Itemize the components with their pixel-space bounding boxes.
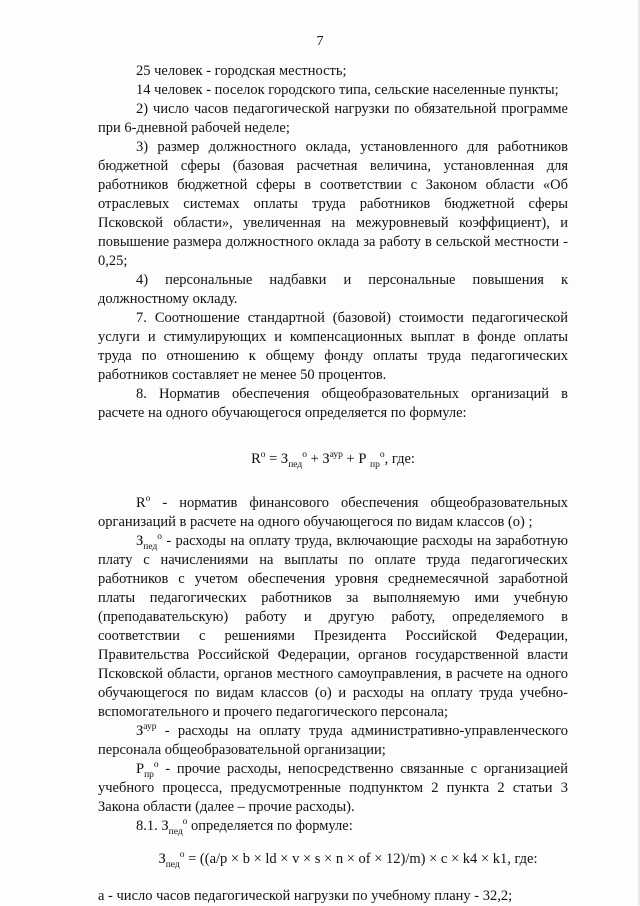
formula-zped bbox=[128, 850, 568, 869]
def-zped-sup: o bbox=[157, 532, 163, 543]
formula-ppr-sub: пр bbox=[370, 459, 380, 470]
p81-sup: o bbox=[182, 817, 188, 828]
def-zaup-symbol: З bbox=[136, 723, 144, 739]
formula-r: R bbox=[251, 451, 261, 467]
formula2-z: З bbox=[158, 851, 166, 867]
def-zaup-sup: аур bbox=[143, 722, 157, 733]
def-zped-sub: пед bbox=[143, 541, 158, 552]
paragraph-item-3: 3) размер должностного оклада, установленного для работников бюджетной сферы (базовая расчетная величина, установленная для работников бюджетной сферы в соответствии с Законом области «Об отраслевых системах оплаты труда работников бюджетной сферы Псковской области», увеличенная на межуровневый коэффициент), и повышение размера должностного оклада за работу в сельской местности - 0,25; bbox=[98, 139, 568, 269]
page-body bbox=[98, 62, 568, 906]
def-r-text: - норматив финансового обеспечения общеобразовательных организаций в расчете на одного обучающегося по видам классов (о) ; bbox=[98, 495, 568, 530]
formula2-body: = ((a/p × b × ld × v × s × n × of × 12)/m) × c × k4 × k1, где: bbox=[184, 851, 538, 867]
formula-zped-sup: o bbox=[302, 450, 307, 461]
formula-norm bbox=[98, 450, 568, 469]
def-zped-text: - расходы на оплату труда, включающие расходы на заработную плату с начислениями на выплаты по оплате труда педагогических работников с учетом обеспечения уровня среднемесячной заработной платы педагогических работников за выполняемую ими учебную (преподавательскую) работу и другую работу, определяемого в соответствии с решениями Президента Российской Федерации, Правительства Российской Федерации, органов государственной власти Псковской области, органов местного самоуправления, в расчете на одного обучающегося по видам классов (о) и расходы на оплату труда учебно-вспомогательного и прочего педагогического персонала; bbox=[98, 533, 568, 720]
definition-r bbox=[98, 494, 568, 532]
formula-plus1: + З bbox=[306, 451, 330, 467]
p81-sub: пед bbox=[168, 826, 183, 837]
definition-zped bbox=[98, 532, 568, 722]
def-zped-symbol: З bbox=[136, 533, 144, 549]
paragraph-8-1 bbox=[98, 817, 568, 836]
formula-plus2: + Р bbox=[342, 451, 371, 467]
formula-r-sup: o bbox=[260, 450, 266, 461]
paragraph-urban-count: 25 человек - городская местность; bbox=[136, 63, 347, 79]
paragraph-item-2: 2) число часов педагогической нагрузки по обязательной программе при 6-дневной рабочей неделе; bbox=[98, 101, 568, 136]
definition-zaup bbox=[98, 722, 568, 760]
def-ppr-sub: пр bbox=[144, 769, 154, 780]
paragraph-item-4: 4) персональные надбавки и персональные повышения к должностному окладу. bbox=[98, 272, 568, 307]
formula2-sup: o bbox=[179, 850, 185, 861]
formula-tail: , где: bbox=[384, 451, 415, 467]
paragraph-rural-count: 14 человек - поселок городского типа, сельские населенные пункты; bbox=[136, 82, 559, 98]
paragraph-7: 7. Соотношение стандартной (базовой) стоимости педагогической услуги и стимулирующих и компенсационных выплат в фонде оплаты труда по отношению к общему фонду оплаты труда педагогических работников составляет не менее 50 процентов. bbox=[98, 310, 568, 383]
paragraph-a-definition: а - число часов педагогической нагрузки по учебному плану - 32,2; bbox=[98, 888, 513, 904]
formula-ppr-sup: o bbox=[379, 450, 385, 461]
paragraph-8: 8. Норматив обеспечения общеобразовательных организаций в расчете на одного обучающегося определяется по формуле: bbox=[98, 386, 568, 421]
def-ppr-symbol: Р bbox=[136, 761, 145, 777]
formula-eq: = З bbox=[265, 451, 289, 467]
def-r-symbol: R bbox=[136, 495, 146, 511]
p81-suffix: определяется по формуле: bbox=[187, 818, 353, 834]
formula2-sub: пед bbox=[165, 859, 180, 870]
def-ppr-sup: o bbox=[153, 760, 159, 771]
def-ppr-text: - прочие расходы, непосредственно связанные с организацией учебного процесса, предусмотренные подпунктом 2 пункта 2 статьи 3 Закона области (далее – прочие расходы). bbox=[98, 761, 568, 815]
formula-zped-sub: пед bbox=[288, 459, 303, 470]
definition-ppr bbox=[98, 760, 568, 817]
def-zaup-text: - расходы на оплату труда административно-управленческого персонала общеобразовательной организации; bbox=[98, 723, 568, 758]
page-number: 7 bbox=[316, 34, 324, 49]
p81-prefix: 8.1. З bbox=[136, 818, 169, 834]
def-r-sup: o bbox=[145, 494, 151, 505]
formula-zaup-sup: аур bbox=[329, 450, 343, 461]
